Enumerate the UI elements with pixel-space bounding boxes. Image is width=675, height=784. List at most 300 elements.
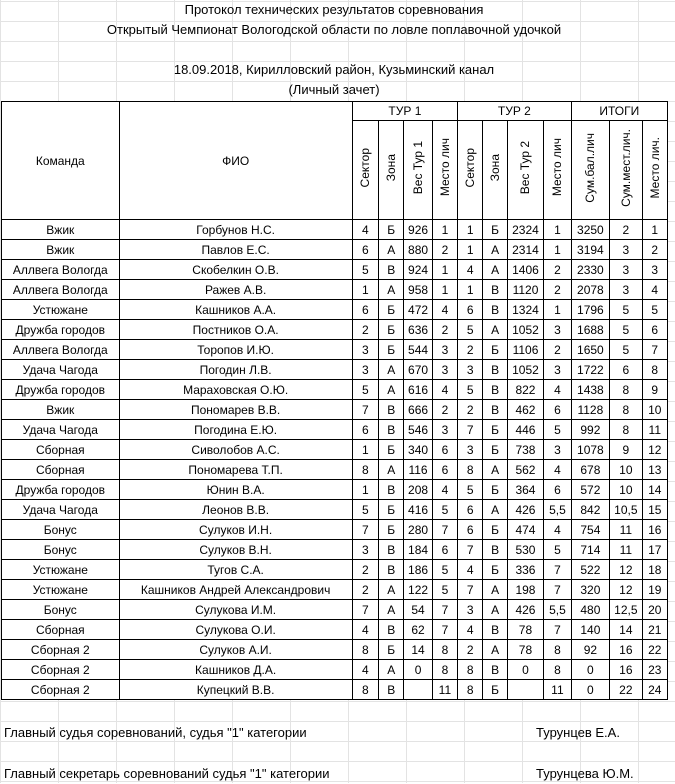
cell-p2: 8 [544,660,571,680]
cell-sum: 1650 [571,340,610,360]
cell-w2: 1406 [507,260,543,280]
cell-z1: В [379,420,404,440]
table-row [2,480,668,500]
cell-s2: 1 [458,240,483,260]
cell-p1: 7 [432,520,457,540]
cell-name: Мараховская О.Ю. [119,380,352,400]
column-header-name: ФИО [119,102,352,220]
cell-name: Юнин В.А. [119,480,352,500]
cell-name: Сулукова О.И. [119,620,352,640]
cell-w2: 78 [507,640,543,660]
cell-s2: 3 [458,440,483,460]
cell-sum: 678 [571,460,610,480]
cell-team: Бонус [2,600,120,620]
table-row [2,300,668,320]
table-row [2,600,668,620]
cell-z1: В [379,400,404,420]
cell-p2: 3 [544,440,571,460]
cell-p1: 2 [432,240,457,260]
cell-z2: Б [483,560,507,580]
cell-s2: 2 [458,340,483,360]
cell-fp: 1 [642,220,667,240]
cell-z1: А [379,240,404,260]
cell-fp: 4 [642,280,667,300]
cell-p2: 4 [544,520,571,540]
cell-w2: 562 [507,460,543,480]
cell-fp: 6 [642,320,667,340]
cell-s2: 1 [458,220,483,240]
cell-w1: 924 [404,260,432,280]
cell-sum: 3194 [571,240,610,260]
cell-sp: 5 [610,300,642,320]
cell-z2: А [483,500,507,520]
cell-w1: 472 [404,300,432,320]
cell-w1: 546 [404,420,432,440]
standings-type: (Личный зачет) [288,82,380,97]
cell-sp: 16 [610,640,642,660]
table-row [2,680,668,700]
cell-w2: 1052 [507,360,543,380]
chief-secretary-name: Турунцева Ю.М. [536,766,634,781]
cell-p2: 5,5 [544,600,571,620]
table-row [2,580,668,600]
cell-s2: 6 [458,300,483,320]
cell-sp: 14 [610,620,642,640]
cell-sp: 10 [610,480,642,500]
table-row [2,320,668,340]
cell-p1: 6 [432,460,457,480]
table-row [2,560,668,580]
cell-p2: 7 [544,560,571,580]
cell-w2: 1324 [507,300,543,320]
cell-s1: 4 [352,220,378,240]
cell-fp: 7 [642,340,667,360]
cell-fp: 20 [642,600,667,620]
cell-s1: 5 [352,260,378,280]
cell-sum: 0 [571,660,610,680]
results-table [1,101,668,700]
cell-w2: 336 [507,560,543,580]
cell-team: Удача Чагода [2,420,120,440]
cell-s1: 2 [352,580,378,600]
cell-s2: 4 [458,260,483,280]
cell-s1: 6 [352,240,378,260]
cell-sp: 10 [610,460,642,480]
column-header-sum-points: Сум.бал.лич [571,121,610,220]
cell-p2: 5 [544,540,571,560]
cell-sum: 1722 [571,360,610,380]
chief-judge-label: Главный судья соревнований, судья "1" категории [4,725,307,740]
cell-w2: 446 [507,420,543,440]
cell-s1: 3 [352,360,378,380]
table-row [2,260,668,280]
cell-z1: Б [379,300,404,320]
cell-z1: А [379,580,404,600]
cell-p2: 1 [544,220,571,240]
cell-name: Постников О.А. [119,320,352,340]
cell-w1: 116 [404,460,432,480]
table-row [2,400,668,420]
cell-sum: 522 [571,560,610,580]
cell-team: Сборная [2,440,120,460]
cell-name: Пономарев В.В. [119,400,352,420]
table-row [2,660,668,680]
cell-w2: 474 [507,520,543,540]
cell-name: Торопов И.Ю. [119,340,352,360]
cell-sp: 12 [610,580,642,600]
cell-s1: 7 [352,520,378,540]
cell-w1: 54 [404,600,432,620]
cell-p1: 3 [432,420,457,440]
table-row [2,640,668,660]
cell-team: Вжик [2,240,120,260]
cell-name: Леонов В.В. [119,500,352,520]
cell-sp: 12,5 [610,600,642,620]
cell-team: Сборная 2 [2,680,120,700]
cell-p1: 1 [432,220,457,240]
cell-name: Пономарева Т.П. [119,460,352,480]
cell-sum: 140 [571,620,610,640]
cell-z1: Б [379,440,404,460]
cell-fp: 14 [642,480,667,500]
cell-z2: Б [483,440,507,460]
cell-p2: 5,5 [544,500,571,520]
cell-w2: 78 [507,620,543,640]
cell-s1: 1 [352,440,378,460]
cell-fp: 13 [642,460,667,480]
cell-s1: 3 [352,540,378,560]
cell-w2: 426 [507,600,543,620]
column-header-sector-1: Сектор [352,121,378,220]
cell-z1: Б [379,320,404,340]
cell-sum: 1688 [571,320,610,340]
cell-s2: 3 [458,600,483,620]
cell-w2: 426 [507,500,543,520]
cell-z2: В [483,400,507,420]
cell-w1: 186 [404,560,432,580]
cell-z1: Б [379,340,404,360]
cell-w1: 122 [404,580,432,600]
cell-s1: 8 [352,680,378,700]
table-row [2,340,668,360]
cell-p1: 2 [432,320,457,340]
cell-sum: 92 [571,640,610,660]
cell-p1: 2 [432,400,457,420]
cell-w2: 364 [507,480,543,500]
protocol-title: Протокол технических результатов соревнования [184,2,484,17]
cell-s2: 6 [458,520,483,540]
cell-name: Тугов С.А. [119,560,352,580]
cell-s1: 1 [352,480,378,500]
cell-sp: 6 [610,360,642,380]
cell-team: Аллвега Вологда [2,260,120,280]
cell-sum: 2330 [571,260,610,280]
cell-sp: 8 [610,420,642,440]
cell-z2: В [483,540,507,560]
cell-team: Сборная 2 [2,660,120,680]
cell-z1: В [379,260,404,280]
cell-p1: 3 [432,360,457,380]
cell-p2: 1 [544,300,571,320]
cell-z1: А [379,280,404,300]
cell-fp: 11 [642,420,667,440]
cell-p2: 3 [544,360,571,380]
cell-team: Вжик [2,400,120,420]
cell-s1: 5 [352,500,378,520]
cell-s1: 8 [352,640,378,660]
cell-team: Дружба городов [2,380,120,400]
cell-w1: 416 [404,500,432,520]
cell-w1: 670 [404,360,432,380]
table-row [2,440,668,460]
cell-fp: 19 [642,580,667,600]
cell-sp: 12 [610,560,642,580]
cell-w2 [507,680,543,700]
chief-secretary-label: Главный секретарь соревнований судья "1" категории [4,766,330,781]
cell-fp: 10 [642,400,667,420]
cell-sum: 320 [571,580,610,600]
cell-fp: 17 [642,540,667,560]
cell-z2: В [483,360,507,380]
chief-judge-name: Турунцев Е.А. [536,725,620,740]
cell-p2: 11 [544,680,571,700]
table-row [2,240,668,260]
column-header-weight-2: Вес Тур 2 [507,121,543,220]
cell-team: Устюжане [2,580,120,600]
cell-name: Сиволобов А.С. [119,440,352,460]
cell-p1: 5 [432,560,457,580]
column-header-sum-places: Сум.мест.лич. [610,121,642,220]
cell-name: Кашников Андрей Александрович [119,580,352,600]
cell-sp: 8 [610,400,642,420]
cell-sum: 992 [571,420,610,440]
cell-p2: 4 [544,460,571,480]
cell-z1: В [379,680,404,700]
cell-z2: А [483,260,507,280]
cell-s1: 3 [352,340,378,360]
cell-w1: 880 [404,240,432,260]
cell-fp: 2 [642,240,667,260]
cell-name: Кашников Д.А. [119,660,352,680]
table-row [2,500,668,520]
cell-p2: 7 [544,620,571,640]
cell-w1: 340 [404,440,432,460]
cell-p2: 4 [544,380,571,400]
column-header-final-place: Место лич. [642,121,667,220]
cell-name: Сулуков А.И. [119,640,352,660]
cell-w1: 0 [404,660,432,680]
cell-p1: 4 [432,300,457,320]
column-header-sector-2: Сектор [458,121,483,220]
cell-p2: 7 [544,580,571,600]
cell-w2: 0 [507,660,543,680]
cell-p1: 7 [432,600,457,620]
cell-team: Устюжане [2,300,120,320]
cell-team: Дружба городов [2,320,120,340]
cell-w1: 926 [404,220,432,240]
cell-p1: 1 [432,260,457,280]
cell-w2: 1120 [507,280,543,300]
cell-p2: 2 [544,260,571,280]
cell-name: Погодина Е.Ю. [119,420,352,440]
cell-w1: 636 [404,320,432,340]
cell-w2: 1106 [507,340,543,360]
cell-w1 [404,680,432,700]
cell-s2: 5 [458,480,483,500]
cell-w1: 958 [404,280,432,300]
cell-z1: В [379,540,404,560]
table-row [2,360,668,380]
table-row [2,420,668,440]
cell-sp: 3 [610,260,642,280]
cell-p2: 6 [544,480,571,500]
cell-sum: 1438 [571,380,610,400]
cell-z1: А [379,660,404,680]
cell-name: Горбунов Н.С. [119,220,352,240]
cell-p2: 5 [544,420,571,440]
cell-z1: Б [379,520,404,540]
cell-z2: А [483,580,507,600]
cell-sp: 10,5 [610,500,642,520]
column-header-team: Команда [2,102,120,220]
cell-z1: А [379,460,404,480]
cell-s2: 4 [458,620,483,640]
table-row [2,380,668,400]
cell-s1: 2 [352,560,378,580]
cell-z1: Б [379,220,404,240]
column-header-zone-2: Зона [483,121,507,220]
cell-p1: 5 [432,580,457,600]
cell-p2: 6 [544,400,571,420]
table-row [2,540,668,560]
cell-sp: 22 [610,680,642,700]
cell-s2: 4 [458,560,483,580]
cell-s2: 8 [458,680,483,700]
cell-fp: 12 [642,440,667,460]
cell-p1: 3 [432,340,457,360]
column-header-totals: ИТОГИ [571,102,667,121]
cell-z2: Б [483,520,507,540]
cell-w2: 198 [507,580,543,600]
cell-team: Устюжане [2,560,120,580]
cell-w2: 738 [507,440,543,460]
cell-sp: 3 [610,240,642,260]
cell-w1: 14 [404,640,432,660]
cell-z1: В [379,620,404,640]
cell-w2: 462 [507,400,543,420]
cell-w2: 1052 [507,320,543,340]
cell-fp: 5 [642,300,667,320]
cell-z2: В [483,380,507,400]
cell-team: Аллвега Вологда [2,280,120,300]
cell-s1: 2 [352,320,378,340]
cell-name: Павлов Е.С. [119,240,352,260]
cell-fp: 24 [642,680,667,700]
column-header-weight-1: Вес Тур 1 [404,121,432,220]
cell-p1: 8 [432,660,457,680]
cell-p2: 2 [544,280,571,300]
championship-title: Открытый Чемпионат Вологодской области по ловле поплавочной удочкой [106,22,562,37]
table-row [2,460,668,480]
cell-w2: 2324 [507,220,543,240]
column-header-place-1: Место лич [432,121,457,220]
cell-s2: 8 [458,460,483,480]
column-header-tour1: ТУР 1 [352,102,457,121]
cell-sum: 1078 [571,440,610,460]
cell-sum: 2078 [571,280,610,300]
cell-z1: Б [379,500,404,520]
cell-p1: 5 [432,500,457,520]
cell-sum: 480 [571,600,610,620]
cell-team: Сборная [2,620,120,640]
cell-sp: 5 [610,320,642,340]
cell-sum: 754 [571,520,610,540]
cell-name: Сулуков В.Н. [119,540,352,560]
cell-w1: 62 [404,620,432,640]
cell-sp: 2 [610,220,642,240]
cell-w1: 616 [404,380,432,400]
cell-sp: 5 [610,340,642,360]
cell-sp: 9 [610,440,642,460]
cell-team: Дружба городов [2,480,120,500]
cell-name: Сулуков И.Н. [119,520,352,540]
cell-fp: 8 [642,360,667,380]
cell-z2: В [483,280,507,300]
cell-fp: 21 [642,620,667,640]
cell-team: Аллвега Вологда [2,340,120,360]
cell-p1: 11 [432,680,457,700]
cell-z2: В [483,300,507,320]
column-header-place-2: Место лич [544,121,571,220]
cell-p1: 4 [432,380,457,400]
cell-name: Сулукова И.М. [119,600,352,620]
cell-z2: Б [483,420,507,440]
cell-s2: 7 [458,420,483,440]
cell-name: Скобелкин О.В. [119,260,352,280]
cell-name: Погодин Л.В. [119,360,352,380]
cell-sp: 16 [610,660,642,680]
cell-fp: 22 [642,640,667,660]
cell-s1: 4 [352,660,378,680]
cell-s1: 6 [352,420,378,440]
cell-w1: 184 [404,540,432,560]
cell-w2: 2314 [507,240,543,260]
cell-s2: 2 [458,400,483,420]
cell-s2: 8 [458,660,483,680]
cell-p2: 2 [544,340,571,360]
column-header-zone-1: Зона [379,121,404,220]
cell-z1: В [379,480,404,500]
cell-p2: 8 [544,640,571,660]
cell-w1: 666 [404,400,432,420]
cell-team: Сборная [2,460,120,480]
cell-s1: 8 [352,460,378,480]
cell-team: Бонус [2,540,120,560]
cell-z2: А [483,240,507,260]
cell-s2: 7 [458,540,483,560]
cell-name: Купецкий В.В. [119,680,352,700]
cell-w1: 208 [404,480,432,500]
cell-fp: 18 [642,560,667,580]
cell-sum: 572 [571,480,610,500]
cell-z2: Б [483,340,507,360]
cell-s1: 7 [352,400,378,420]
cell-z1: Б [379,640,404,660]
cell-z2: А [483,640,507,660]
cell-s2: 7 [458,580,483,600]
cell-w2: 822 [507,380,543,400]
column-header-tour2: ТУР 2 [458,102,572,121]
